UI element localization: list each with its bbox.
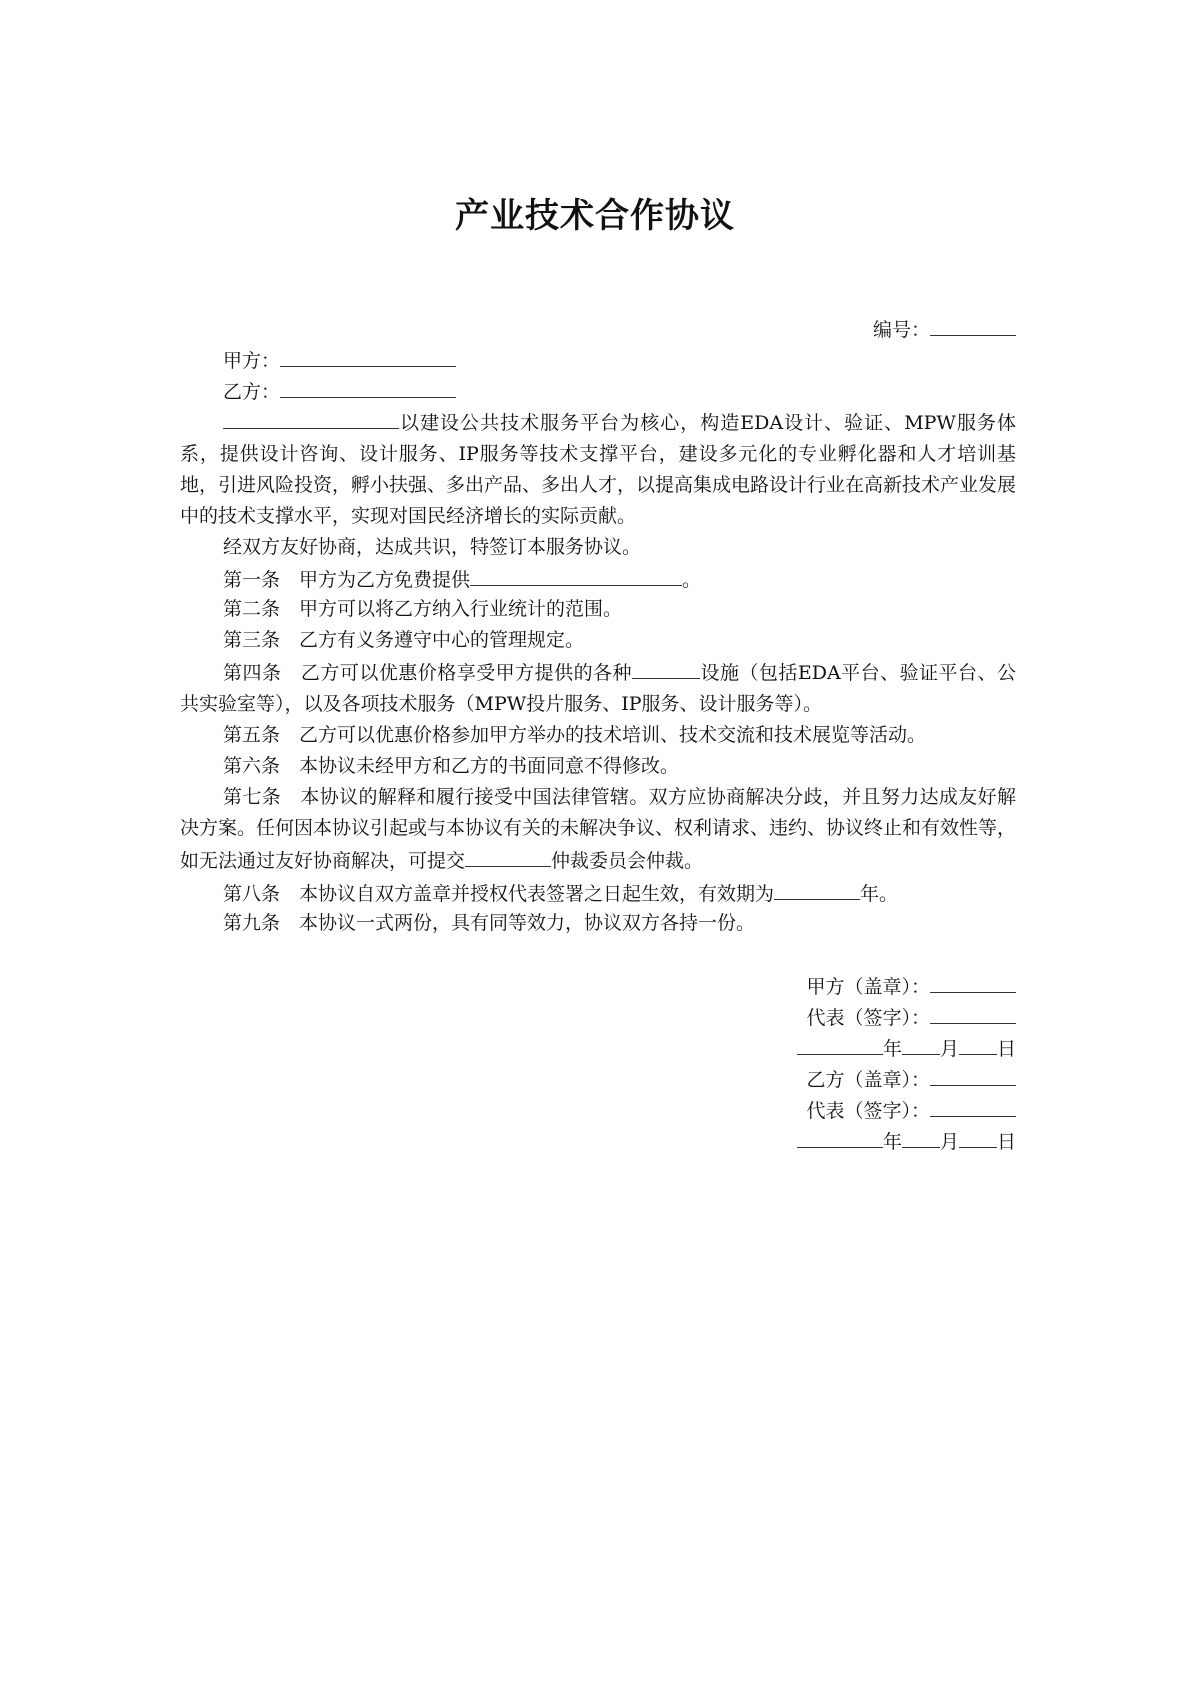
party-a-rep-blank [930, 1001, 1016, 1024]
article-1 [180, 563, 1016, 594]
article-2-text: 甲方可以将乙方纳入行业统计的范围。 [299, 598, 623, 620]
article-4 [180, 656, 1016, 720]
consensus-paragraph: 经双方友好协商，达成共识，特签订本服务协议。 [223, 536, 642, 558]
article-1-label: 第一条 [223, 569, 281, 591]
article-7-blank [465, 844, 551, 867]
party-a-month-blank [902, 1032, 940, 1055]
party-b-month-label: 月 [939, 1131, 959, 1153]
article-6-label: 第六条 [223, 755, 281, 777]
party-a-date-row [774, 1032, 1016, 1063]
article-3-label: 第三条 [223, 629, 281, 651]
party-a-seal-blank [930, 970, 1016, 993]
article-4-label: 第四条 [223, 662, 282, 684]
article-1-text: 甲方为乙方免费提供 [299, 569, 471, 591]
article-7-label: 第七条 [223, 786, 282, 808]
article-8-text: 本协议自双方盖章并授权代表签署之日起生效，有效期为 [299, 883, 775, 905]
article-6 [180, 751, 1016, 782]
article-6-text: 本协议未经甲方和乙方的书面同意不得修改。 [299, 755, 680, 777]
party-b-row [180, 375, 1016, 406]
party-b-day-blank [959, 1125, 997, 1148]
party-b-rep-row [774, 1094, 1016, 1125]
article-7-text: 本协议的解释和履行接受中国法律管辖。双方应协商解决分歧，并且努力达成友好解决方案。任何因本协议引起或与本协议有关的未解决争议、权利请求、违约、协议终止和有效性等，如无法通过友好协商解决，可提交 [180, 786, 1017, 872]
party-b-label: 乙方： [223, 381, 281, 403]
article-8-blank [774, 877, 860, 900]
party-a-seal-label: 甲方（盖章）： [806, 976, 930, 998]
intro-paragraph [180, 406, 1016, 532]
party-a-year-blank [797, 1032, 883, 1055]
party-b-seal-row [774, 1063, 1016, 1094]
article-8-label: 第八条 [223, 883, 281, 905]
article-4-text-end: 设施（包括EDA平台、验证平台、公共实验室等），以及各项技术服务（MPW投片服务、IP服务、设计服务等）。 [180, 662, 1016, 715]
article-8 [180, 877, 1016, 908]
article-4-text: 乙方可以优惠价格享受甲方提供的各种 [300, 662, 633, 684]
party-a-year-label: 年 [882, 1038, 902, 1060]
party-b-seal-label: 乙方（盖章）： [806, 1069, 930, 1091]
article-4-blank [632, 656, 700, 679]
article-1-blank [470, 563, 682, 586]
intro-text: 以建设公共技术服务平台为核心，构造EDA设计、验证、MPW服务体系，提供设计咨询、设计服务、IP服务等技术支撑平台，建设多元化的专业孵化器和人才培训基地，引进风险投资，孵小扶强、多出产品、多出人才，以提高集成电路设计行业在高新技术产业发展中的技术支撑水平，实现对国民经济增长的实际贡献。 [180, 412, 1017, 527]
agreement-number-label: 编号： [872, 319, 930, 341]
article-5-text: 乙方可以优惠价格参加甲方举办的技术培训、技术交流和技术展览等活动。 [299, 724, 927, 746]
party-a-label: 甲方： [223, 350, 281, 372]
article-9 [180, 908, 1016, 939]
party-b-year-label: 年 [882, 1131, 902, 1153]
article-2 [180, 594, 1016, 625]
article-7-text-end: 仲裁委员会仲裁。 [551, 850, 704, 872]
agreement-number-row [180, 313, 1016, 344]
article-5 [180, 720, 1016, 751]
party-a-rep-row [774, 1001, 1016, 1032]
party-b-rep-blank [930, 1094, 1016, 1117]
intro-blank [223, 406, 399, 429]
article-1-end: 。 [682, 569, 702, 591]
article-9-label: 第九条 [223, 912, 281, 934]
agreement-number-blank [930, 313, 1016, 336]
party-a-month-label: 月 [939, 1038, 959, 1060]
party-b-seal-blank [930, 1063, 1016, 1086]
party-b-day-label: 日 [996, 1131, 1016, 1153]
party-b-month-blank [902, 1125, 940, 1148]
article-5-label: 第五条 [223, 724, 281, 746]
article-7 [180, 782, 1016, 877]
article-2-label: 第二条 [223, 598, 281, 620]
signature-block [774, 970, 1016, 1156]
article-3-text: 乙方有义务遵守中心的管理规定。 [299, 629, 585, 651]
party-a-seal-row [774, 970, 1016, 1001]
party-a-blank [280, 344, 456, 367]
party-b-date-row [774, 1125, 1016, 1156]
party-a-day-label: 日 [996, 1038, 1016, 1060]
article-3 [180, 625, 1016, 656]
article-9-text: 本协议一式两份，具有同等效力，协议双方各持一份。 [299, 912, 756, 934]
party-b-blank [280, 375, 456, 398]
party-a-day-blank [959, 1032, 997, 1055]
party-b-year-blank [797, 1125, 883, 1148]
document-title: 产业技术合作协议 [455, 196, 735, 236]
party-b-rep-label: 代表（签字）： [806, 1100, 930, 1122]
party-a-row [180, 344, 1016, 375]
article-8-text-end: 年。 [860, 883, 899, 905]
party-a-rep-label: 代表（签字）： [806, 1007, 930, 1029]
agreement-body [180, 313, 1016, 939]
